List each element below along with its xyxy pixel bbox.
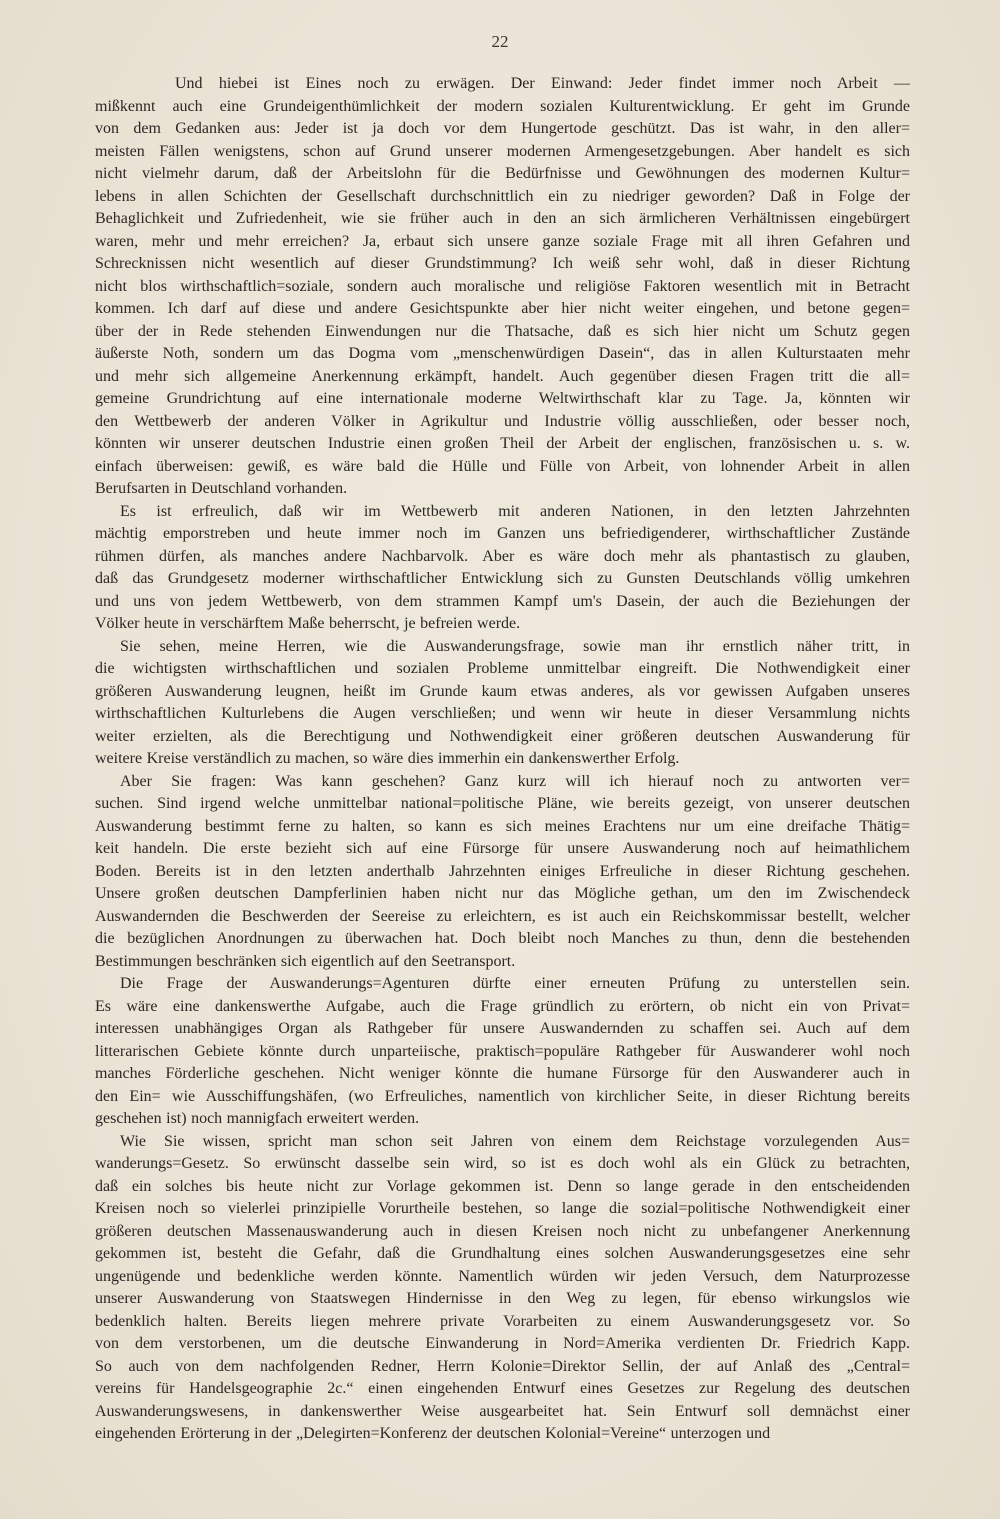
text-line: meisten Fällen wenigstens, schon auf Grund unserer modernen Armengesetzgebungen. Aber handelt es sich xyxy=(95,142,910,160)
text-line: waren, mehr und mehr erreichen? Ja, erbaut sich unsere ganze soziale Frage mit all ihren Gefahren und xyxy=(95,232,910,250)
paragraph xyxy=(95,973,910,1131)
paragraph xyxy=(95,1131,910,1446)
text-line: Aber Sie fragen: Was kann geschehen? Ganz kurz will ich hierauf noch zu antworten ver= xyxy=(120,772,910,790)
text-line: Es wäre eine dankenswerthe Aufgabe, auch die Frage gründlich zu erörtern, ob nicht ein von Privat= xyxy=(95,997,910,1015)
text-line: unserer Auswanderung von Staatswegen Hindernisse in den Weg zu legen, für ebenso wirkungslos wie xyxy=(95,1290,910,1307)
text-line: weiter erzielten, als die Berechtigung und Nothwendigkeit einer größeren deutschen Auswanderung für xyxy=(95,727,910,745)
text-line: So auch von dem nachfolgenden Redner, Herrn Kolonie=Direktor Sellin, der auf Anlaß des „Central= xyxy=(95,1357,910,1375)
text-line: kommen. Ich darf auf diese und andere Gesichtspunkte aber hier nicht weiter eingehen, und betone gegen= xyxy=(95,300,910,317)
text-line: Völker heute in verschärftem Maße beherrscht, je befreien werde. xyxy=(95,615,521,632)
text-line: die bezüglichen Anordnungen zu überwachen hat. Doch bleibt noch Manches zu thun, denn die bestehenden xyxy=(95,930,910,947)
text-line: wirthschaftlichen Kulturlebens die Augen verschließen; und wenn wir heute in dieser Versammlung nichts xyxy=(95,705,910,722)
text-line: litterarischen Gebiete könnte durch unparteiische, praktisch=populäre Rathgeber für Auswanderer wohl noch xyxy=(95,1042,910,1060)
text-line: Es ist erfreulich, daß wir im Wettbewerb mit anderen Nationen, in den letzten Jahrzehnten xyxy=(120,502,910,520)
paragraph xyxy=(95,771,910,974)
text-line: bedenklich halten. Bereits liegen mehrere private Vorarbeiten zu einem Auswanderungsgesetz vor. So xyxy=(95,1312,910,1330)
text-line: äußerste Noth, sondern um das Dogma vom „menschenwürdigen Dasein“, das in allen Kulturstaaten mehr xyxy=(95,345,910,362)
text-line: ungenügende und bedenkliche werden könnte. Namentlich würden wir jeden Versuch, dem Naturprozesse xyxy=(95,1267,910,1285)
text-line: von dem Gedanken aus: Jeder ist ja doch vor dem Hungertode geschützt. Das ist wahr, in den aller= xyxy=(95,120,910,137)
paragraph xyxy=(95,501,910,636)
text-line: Bestimmungen beschränken sich eigentlich auf den Seetransport. xyxy=(95,952,516,970)
paragraph xyxy=(95,636,910,771)
text-line: größeren deutschen Massenauswanderung auch in diesen Kreisen noch nicht zu unbefangener Anerkennung xyxy=(95,1222,910,1240)
text-line: Wie Sie wissen, spricht man schon seit Jahren von einem dem Reichstage vorzulegenden Aus= xyxy=(120,1132,910,1150)
text-line: größeren Auswanderung leugnen, heißt im Grunde kaum etwas anderes, als vor gewissen Aufgaben unseres xyxy=(95,682,910,700)
text-line: geschehen ist) noch mannigfach erweitert werden. xyxy=(95,1110,420,1127)
text-line: die wichtigsten wirthschaftlichen und sozialen Probleme unmittelbar eingreift. Die Nothwendigkeit einer xyxy=(95,660,910,677)
text-line: interessen unabhängiges Organ als Rathgeber für unsere Auswandernden zu schaffen sei. Auch auf dem xyxy=(95,1020,910,1037)
text-line: nicht vielmehr darum, daß der Arbeitslohn für die Bedürfnisse und Gewöhnungen des modernen Kultur= xyxy=(95,165,910,182)
text-line: lebens in allen Schichten der Gesellschaft durchschnittlich ein zu niedriger geworden? Daß in Folge der xyxy=(95,187,910,205)
text-line: Auswanderung bestimmt ferne zu halten, so kann es sich meines Erachtens nur um eine dreifache Thätig= xyxy=(95,817,910,835)
text-line: einfach überweisen: gewiß, es wäre bald die Hülle und Fülle von Arbeit, von lohnender Arbeit in allen xyxy=(95,457,910,475)
text-line: Und hiebei ist Eines noch zu erwägen. Der Einwand: Jeder findet immer noch Arbeit — xyxy=(175,75,910,92)
text-line: den Wettbewerb der anderen Völker in Agrikultur und Industrie völlig ausschließen, oder besser noch, xyxy=(95,412,910,430)
text-line: mächtig emporstreben und heute immer noch im Ganzen uns befriedigenderer, wirthschaftlicher Zustände xyxy=(95,525,910,542)
text-line: Behaglichkeit und Zufriedenheit, wie sie früher auch in den an sich ärmlicheren Verhältnissen eingebürgert xyxy=(95,210,910,227)
text-line: daß ein solches bis heute nicht zur Vorlage gekommen ist. Denn so lange gerade in den entscheidenden xyxy=(95,1177,910,1195)
text-line: daß das Grundgesetz moderner wirthschaftlicher Entwicklung sich zu Gunsten Deutschlands völlig umkehren xyxy=(95,570,910,587)
text-line: rühmen dürfen, als manches andere Nachbarvolk. Aber es wäre doch mehr als phantastisch zu glauben, xyxy=(95,547,910,565)
text-line: Berufsarten in Deutschland vorhanden. xyxy=(95,480,348,497)
text-line: Schrecknissen nicht wesentlich auf dieser Grundstimmung? Ich weiß sehr wohl, daß in dieser Richtung xyxy=(95,255,910,272)
text-line: gemeine Grundrichtung auf eine internationale moderne Weltwirthschaft klar zu Tage. Ja, könnten wir xyxy=(95,390,910,407)
text-line: Unsere großen deutschen Dampferlinien haben nicht nur das Mögliche gethan, um den im Zwischendeck xyxy=(95,885,910,902)
text-line: von dem verstorbenen, um die deutsche Einwanderung in Nord=Amerika verdienten Dr. Friedrich Kapp. xyxy=(95,1335,910,1352)
text-line: manches Förderliche geschehen. Nicht weniger könnte die humane Fürsorge für den Auswanderer auch in xyxy=(95,1065,910,1082)
text-line: Sie sehen, meine Herren, wie die Auswanderungsfrage, sowie man ihr ernstlich näher tritt, in xyxy=(120,637,910,655)
text-line: Boden. Bereits ist in den letzten anderthalb Jahrzehnten einiges Erfreuliche in dieser Richtung geschehen. xyxy=(95,862,910,880)
text-line: den Ein= wie Ausschiffungshäfen, (wo Erfreuliches, namentlich von kirchlicher Seite, in dieser Richtung bereits xyxy=(95,1087,910,1105)
body-text xyxy=(95,73,910,1446)
text-line: über der in Rede stehenden Einwendungen nur die Thatsache, daß es sich hier nicht um Schutz gegen xyxy=(95,322,910,340)
page-number: 22 xyxy=(491,32,509,51)
text-line: Die Frage der Auswanderungs=Agenturen dürfte einer erneuten Prüfung zu unterstellen sein. xyxy=(120,975,910,992)
text-line: nicht blos wirthschaftlich=soziale, sondern auch moralische und religiöse Faktoren wesentlich mit in Betracht xyxy=(95,277,910,295)
text-line: suchen. Sind irgend welche unmittelbar national=politische Pläne, wie bereits gezeigt, von unserer deutschen xyxy=(95,795,910,812)
text-line: gekommen ist, besteht die Gefahr, daß die Grundhaltung eines solchen Auswanderungsgesetzes eine sehr xyxy=(95,1245,910,1262)
text-line: eingehenden Erörterung in der „Delegirten=Konferenz der deutschen Kolonial=Vereine“ unterzogen und xyxy=(95,1425,771,1442)
text-line: keit handeln. Die erste bezieht sich auf eine Fürsorge für unsere Auswanderung noch auf heimathlichem xyxy=(95,840,910,857)
text-line: könnten wir unserer deutschen Industrie einen großen Theil der Arbeit der englischen, französischen u. s. w. xyxy=(95,435,910,452)
text-line: weitere Kreise verständlich zu machen, so wäre dies immerhin ein dankenswerther Erfolg. xyxy=(95,750,680,767)
text-line: Kreisen noch so vielerlei prinzipielle Vorurtheile bestehen, so lange die sozial=politische Nothwendigkeit einer xyxy=(95,1200,910,1217)
text-line: wanderungs=Gesetz. So erwünscht dasselbe sein wird, so ist es doch wohl als ein Glück zu betrachten, xyxy=(95,1155,910,1172)
text-line: und mehr sich allgemeine Anerkennung erkämpft, handelt. Auch gegenüber diesen Fragen tritt die all= xyxy=(95,367,910,385)
text-line: Auswanderungswesens, in dankenswerther Weise ausgearbeitet hat. Sein Entwurf soll demnächst einer xyxy=(95,1402,910,1420)
text-line: Auswandernden die Beschwerden der Seereise zu erleichtern, es ist auch ein Reichskommissar bestellt, welcher xyxy=(95,907,910,925)
text-line: mißkennt auch eine Grundeigenthümlichkeit der modern sozialen Kulturentwicklung. Er geht im Grunde xyxy=(95,97,910,115)
text-line: und uns von jedem Wettbewerb, von dem strammen Kampf um's Dasein, der auch die Beziehungen der xyxy=(95,592,910,610)
text-line: vereins für Handelsgeographie 2c.“ einen eingehenden Entwurf eines Gesetzes zur Regelung des deutschen xyxy=(95,1380,910,1397)
paragraph xyxy=(95,73,910,501)
